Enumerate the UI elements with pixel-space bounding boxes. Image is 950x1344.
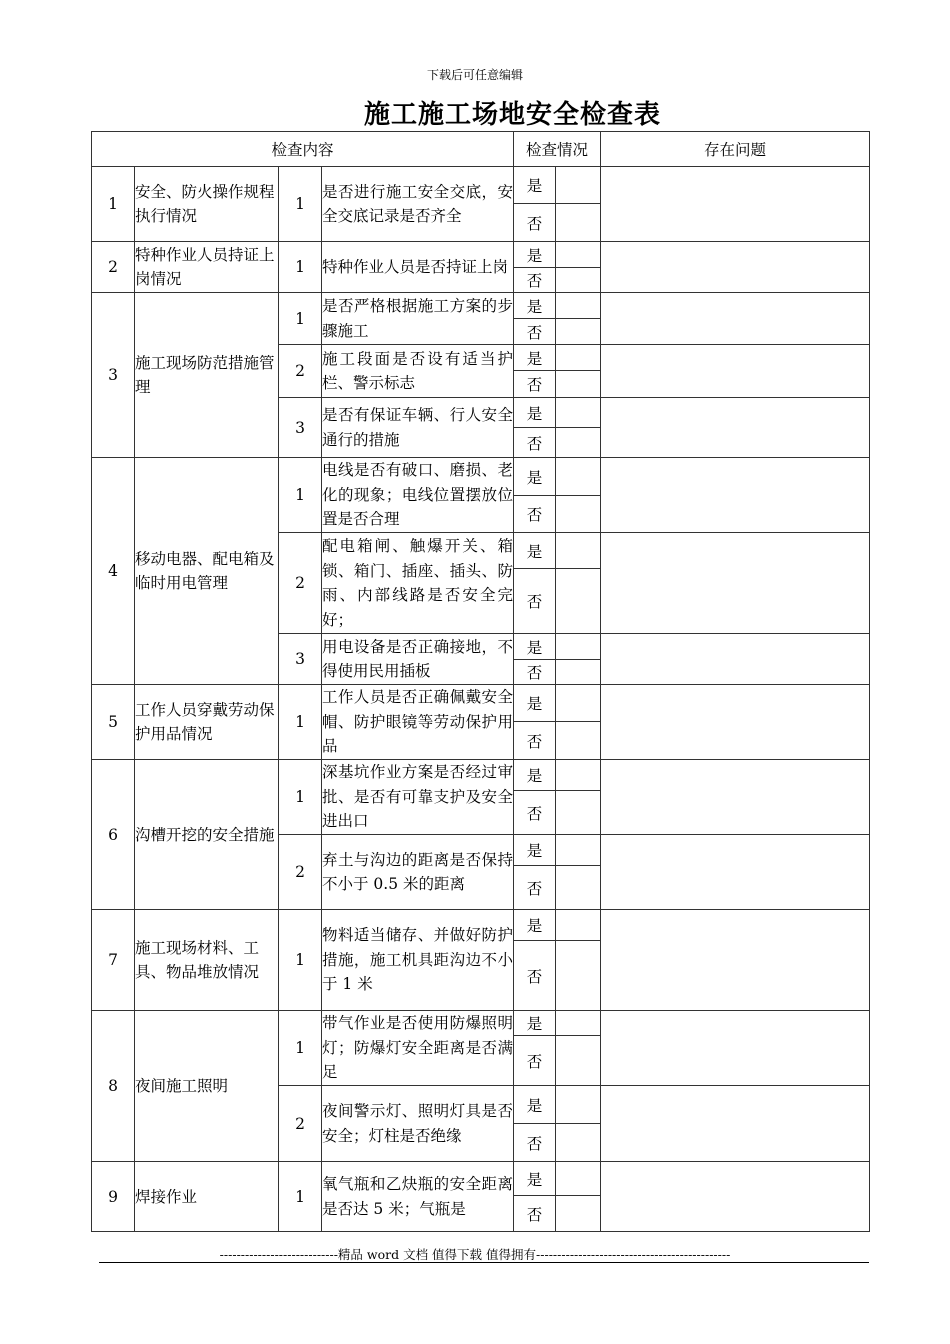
item-number: 1	[279, 1011, 322, 1086]
section-name: 特种作业人员持证上岗情况	[135, 242, 279, 293]
header-check-content: 检查内容	[92, 132, 514, 167]
item-text: 特种作业人员是否持证上岗	[322, 242, 514, 293]
yes-label: 是	[514, 533, 556, 569]
header-check-status: 检查情况	[514, 132, 601, 167]
yes-label: 是	[514, 1162, 556, 1196]
issue-cell	[601, 1011, 870, 1086]
yes-label: 是	[514, 685, 556, 722]
section-name: 夜间施工照明	[135, 1011, 279, 1162]
item-number: 1	[279, 458, 322, 533]
issue-cell	[601, 910, 870, 1011]
section-name: 安全、防火操作规程执行情况	[135, 167, 279, 242]
yes-check-cell[interactable]	[556, 835, 601, 866]
item-text: 氧气瓶和乙炔瓶的安全距离是否达 5 米；气瓶是	[322, 1162, 514, 1232]
item-number: 1	[279, 910, 322, 1011]
no-label: 否	[514, 204, 556, 242]
item-number: 2	[279, 835, 322, 910]
item-number: 1	[279, 293, 322, 345]
table-row	[92, 167, 870, 204]
yes-check-cell[interactable]	[556, 634, 601, 660]
yes-label: 是	[514, 167, 556, 204]
no-label: 否	[514, 722, 556, 760]
no-check-cell[interactable]	[556, 204, 601, 242]
section-name: 工作人员穿戴劳动保护用品情况	[135, 685, 279, 760]
issue-cell	[601, 167, 870, 242]
issue-cell	[601, 345, 870, 398]
item-text: 是否进行施工安全交底，安全交底记录是否齐全	[322, 167, 514, 242]
no-label: 否	[514, 428, 556, 458]
item-number: 1	[279, 167, 322, 242]
no-label: 否	[514, 569, 556, 634]
table-row	[92, 1011, 870, 1036]
table-row	[92, 293, 870, 319]
no-check-cell[interactable]	[556, 941, 601, 1011]
issue-cell	[601, 458, 870, 533]
issue-cell	[601, 242, 870, 293]
issue-cell	[601, 533, 870, 634]
table-row	[92, 760, 870, 791]
section-name: 沟槽开挖的安全措施	[135, 760, 279, 910]
no-check-cell[interactable]	[556, 496, 601, 533]
no-label: 否	[514, 791, 556, 835]
section-number: 2	[92, 242, 135, 293]
no-label: 否	[514, 941, 556, 1011]
item-number: 1	[279, 242, 322, 293]
no-check-cell[interactable]	[556, 791, 601, 835]
no-label: 否	[514, 1036, 556, 1086]
no-label: 否	[514, 866, 556, 910]
issue-cell	[601, 634, 870, 685]
section-number: 1	[92, 167, 135, 242]
item-text: 弃土与沟边的距离是否保持不小于 0.5 米的距离	[322, 835, 514, 910]
yes-check-cell[interactable]	[556, 1086, 601, 1124]
item-text: 是否有保证车辆、行人安全通行的措施	[322, 398, 514, 458]
item-text: 物料适当储存、并做好防护措施，施工机具距沟边不小于 1 米	[322, 910, 514, 1011]
item-number: 2	[279, 345, 322, 398]
item-number: 2	[279, 533, 322, 634]
no-label: 否	[514, 268, 556, 293]
no-check-cell[interactable]	[556, 866, 601, 910]
section-number: 9	[92, 1162, 135, 1232]
section-number: 7	[92, 910, 135, 1011]
issue-cell	[601, 1086, 870, 1162]
no-label: 否	[514, 660, 556, 685]
item-number: 1	[279, 760, 322, 835]
item-text: 工作人员是否正确佩戴安全帽、防护眼镜等劳动保护用品	[322, 685, 514, 760]
item-number: 3	[279, 634, 322, 685]
yes-check-cell[interactable]	[556, 685, 601, 722]
item-number: 1	[279, 685, 322, 760]
yes-label: 是	[514, 398, 556, 428]
yes-check-cell[interactable]	[556, 345, 601, 371]
item-text: 是否严格根据施工方案的步骤施工	[322, 293, 514, 345]
header-issues: 存在问题	[601, 132, 870, 167]
yes-check-cell[interactable]	[556, 167, 601, 204]
issue-cell	[601, 685, 870, 760]
issue-cell	[601, 760, 870, 835]
item-text: 带气作业是否使用防爆照明灯；防爆灯安全距离是否满足	[322, 1011, 514, 1086]
yes-check-cell[interactable]	[556, 760, 601, 791]
table-row	[92, 242, 870, 268]
yes-check-cell[interactable]	[556, 1011, 601, 1036]
no-label: 否	[514, 1196, 556, 1232]
no-label: 否	[514, 371, 556, 398]
issue-cell	[601, 398, 870, 458]
item-text: 夜间警示灯、照明灯具是否安全；灯柱是否绝缘	[322, 1086, 514, 1162]
no-check-cell[interactable]	[556, 660, 601, 685]
safety-checklist-table	[91, 131, 870, 1232]
section-number: 4	[92, 458, 135, 685]
table-row	[92, 685, 870, 722]
no-label: 否	[514, 496, 556, 533]
no-check-cell[interactable]	[556, 1124, 601, 1162]
no-check-cell[interactable]	[556, 1036, 601, 1086]
yes-label: 是	[514, 458, 556, 496]
yes-check-cell[interactable]	[556, 910, 601, 941]
yes-label: 是	[514, 345, 556, 371]
issue-cell	[601, 835, 870, 910]
yes-check-cell[interactable]	[556, 533, 601, 569]
table-header-row	[92, 132, 870, 167]
table-row	[92, 1162, 870, 1196]
section-name: 施工现场防范措施管理	[135, 293, 279, 458]
item-text: 电线是否有破口、磨损、老化的现象；电线位置摆放位置是否合理	[322, 458, 514, 533]
item-text: 配电箱闸、触爆开关、箱锁、箱门、插座、插头、防雨、内部线路是否安全完好；	[322, 533, 514, 634]
section-number: 6	[92, 760, 135, 910]
item-number: 3	[279, 398, 322, 458]
no-check-cell[interactable]	[556, 1196, 601, 1232]
item-number: 2	[279, 1086, 322, 1162]
header-note: 下载后可任意编辑	[426, 68, 523, 82]
issue-cell	[601, 293, 870, 345]
item-text: 用电设备是否正确接地，不得使用民用插板	[322, 634, 514, 685]
yes-label: 是	[514, 1086, 556, 1124]
yes-check-cell[interactable]	[556, 1162, 601, 1196]
section-name: 施工现场材料、工具、物品堆放情况	[135, 910, 279, 1011]
yes-check-cell[interactable]	[556, 398, 601, 428]
no-label: 否	[514, 319, 556, 345]
no-check-cell[interactable]	[556, 722, 601, 760]
section-number: 3	[92, 293, 135, 458]
yes-label: 是	[514, 1011, 556, 1036]
yes-label: 是	[514, 293, 556, 319]
yes-check-cell[interactable]	[556, 293, 601, 319]
item-number: 1	[279, 1162, 322, 1232]
yes-label: 是	[514, 910, 556, 941]
no-check-cell[interactable]	[556, 371, 601, 398]
no-check-cell[interactable]	[556, 268, 601, 293]
table-row	[92, 910, 870, 941]
no-check-cell[interactable]	[556, 569, 601, 634]
item-text: 施工段面是否设有适当护栏、警示标志	[322, 345, 514, 398]
section-name: 焊接作业	[135, 1162, 279, 1232]
yes-label: 是	[514, 242, 556, 268]
yes-check-cell[interactable]	[556, 242, 601, 268]
item-text: 深基坑作业方案是否经过审批、是否有可靠支护及安全进出口	[322, 760, 514, 835]
section-number: 5	[92, 685, 135, 760]
no-check-cell[interactable]	[556, 319, 601, 345]
no-check-cell[interactable]	[556, 428, 601, 458]
footer-text: ----------------------------精品 word 文档 值得下载 值得拥有----------------------------------------------	[219, 1247, 731, 1262]
no-label: 否	[514, 1124, 556, 1162]
yes-label: 是	[514, 760, 556, 791]
yes-label: 是	[514, 835, 556, 866]
section-name: 移动电器、配电箱及临时用电管理	[135, 458, 279, 685]
footer-divider	[99, 1262, 869, 1263]
issue-cell	[601, 1162, 870, 1232]
yes-label: 是	[514, 634, 556, 660]
document-title: 施工施工场地安全检查表	[363, 100, 661, 130]
table-row	[92, 458, 870, 496]
yes-check-cell[interactable]	[556, 458, 601, 496]
section-number: 8	[92, 1011, 135, 1162]
